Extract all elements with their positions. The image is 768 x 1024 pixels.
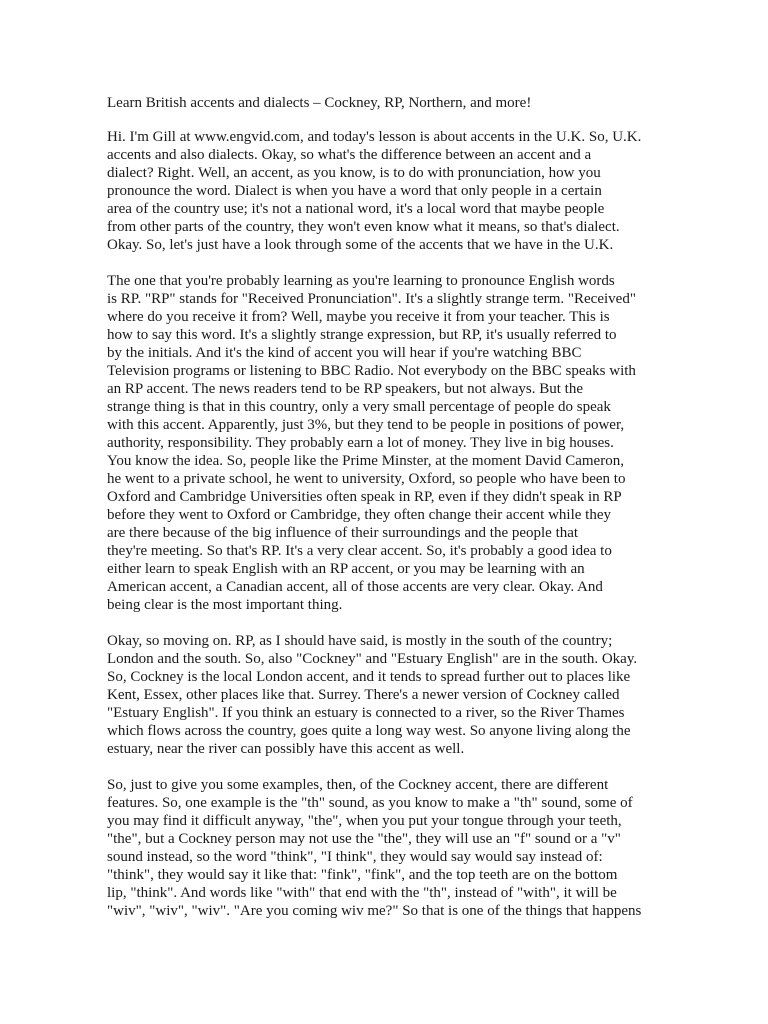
text-line: authority, responsibility. They probably earn a lot of money. They live in big houses.	[107, 435, 614, 451]
text-line: sound instead, so the word "think", "I think", they would say would say instead of:	[107, 849, 603, 865]
text-line: being clear is the most important thing.	[107, 597, 343, 613]
document-title: Learn British accents and dialects – Cockney, RP, Northern, and more!	[107, 95, 532, 111]
text-line: are there because of the big influence of their surroundings and the people that	[107, 525, 579, 541]
text-line: he went to a private school, he went to university, Oxford, so people who have been to	[107, 471, 626, 487]
paragraph-cockney-examples	[107, 776, 667, 920]
text-line: is RP. "RP" stands for "Received Pronunciation". It's a slightly strange term. "Received"	[107, 291, 636, 307]
text-line: So, Cockney is the local London accent, and it tends to spread further out to places like	[107, 669, 631, 685]
paragraph-rp	[107, 272, 667, 614]
text-line: where do you receive it from? Well, maybe you receive it from your teacher. This is	[107, 309, 610, 325]
text-line: dialect? Right. Well, an accent, as you know, is to do with pronunciation, how you	[107, 165, 601, 181]
text-line: an RP accent. The news readers tend to be RP speakers, but not always. But the	[107, 381, 583, 397]
text-line: strange thing is that in this country, only a very small percentage of people do speak	[107, 399, 611, 415]
text-line: you may find it difficult anyway, "the", when you put your tongue through your teeth,	[107, 813, 622, 829]
text-line: pronounce the word. Dialect is when you have a word that only people in a certain	[107, 183, 602, 199]
text-line: area of the country use; it's not a national word, it's a local word that maybe people	[107, 201, 605, 217]
text-line: Okay. So, let's just have a look through some of the accents that we have in the U.K.	[107, 237, 614, 253]
document-page	[107, 94, 667, 938]
text-line: with this accent. Apparently, just 3%, but they tend to be people in positions of power,	[107, 417, 625, 433]
text-line: either learn to speak English with an RP accent, or you may be learning with an	[107, 561, 585, 577]
text-line: before they went to Oxford or Cambridge, they often change their accent while they	[107, 507, 611, 523]
text-line: Television programs or listening to BBC Radio. Not everybody on the BBC speaks with	[107, 363, 636, 379]
text-line: from other parts of the country, they won't even know what it means, so that's dialect.	[107, 219, 620, 235]
text-line: "think", they would say it like that: "fink", "fink", and the top teeth are on the bottom	[107, 867, 618, 883]
text-line: So, just to give you some examples, then, of the Cockney accent, there are different	[107, 777, 609, 793]
text-line: American accent, a Canadian accent, all of those accents are very clear. Okay. And	[107, 579, 603, 595]
paragraph-cockney-estuary	[107, 632, 667, 758]
text-line: accents and also dialects. Okay, so what's the difference between an accent and a	[107, 147, 592, 163]
text-line: You know the idea. So, people like the Prime Minster, at the moment David Cameron,	[107, 453, 624, 469]
text-line: estuary, near the river can possibly have this accent as well.	[107, 741, 465, 757]
text-line: Okay, so moving on. RP, as I should have said, is mostly in the south of the country;	[107, 633, 613, 649]
text-line: "Estuary English". If you think an estuary is connected to a river, so the River Thames	[107, 705, 625, 721]
text-line: Kent, Essex, other places like that. Surrey. There's a newer version of Cockney called	[107, 687, 620, 703]
paragraph-intro	[107, 128, 667, 254]
text-line: Hi. I'm Gill at www.engvid.com, and today's lesson is about accents in the U.K. So, U.K.	[107, 129, 642, 145]
text-line: Oxford and Cambridge Universities often speak in RP, even if they didn't speak in RP	[107, 489, 622, 505]
text-line: London and the south. So, also "Cockney" and "Estuary English" are in the south. Okay.	[107, 651, 638, 667]
text-line: by the initials. And it's the kind of accent you will hear if you're watching BBC	[107, 345, 582, 361]
text-line: "the", but a Cockney person may not use the "the", they will use an "f" sound or a "v"	[107, 831, 621, 847]
text-line: lip, "think". And words like "with" that end with the "th", instead of "with", it will be	[107, 885, 617, 901]
text-line: which flows across the country, goes quite a long way west. So anyone living along the	[107, 723, 631, 739]
text-line: they're meeting. So that's RP. It's a very clear accent. So, it's probably a good idea to	[107, 543, 612, 559]
text-line: features. So, one example is the "th" sound, as you know to make a "th" sound, some of	[107, 795, 633, 811]
text-line: "wiv", "wiv", "wiv". "Are you coming wiv me?" So that is one of the things that happens	[107, 903, 642, 919]
text-line: how to say this word. It's a slightly strange expression, but RP, it's usually referred to	[107, 327, 617, 343]
text-line: The one that you're probably learning as you're learning to pronounce English words	[107, 273, 615, 289]
